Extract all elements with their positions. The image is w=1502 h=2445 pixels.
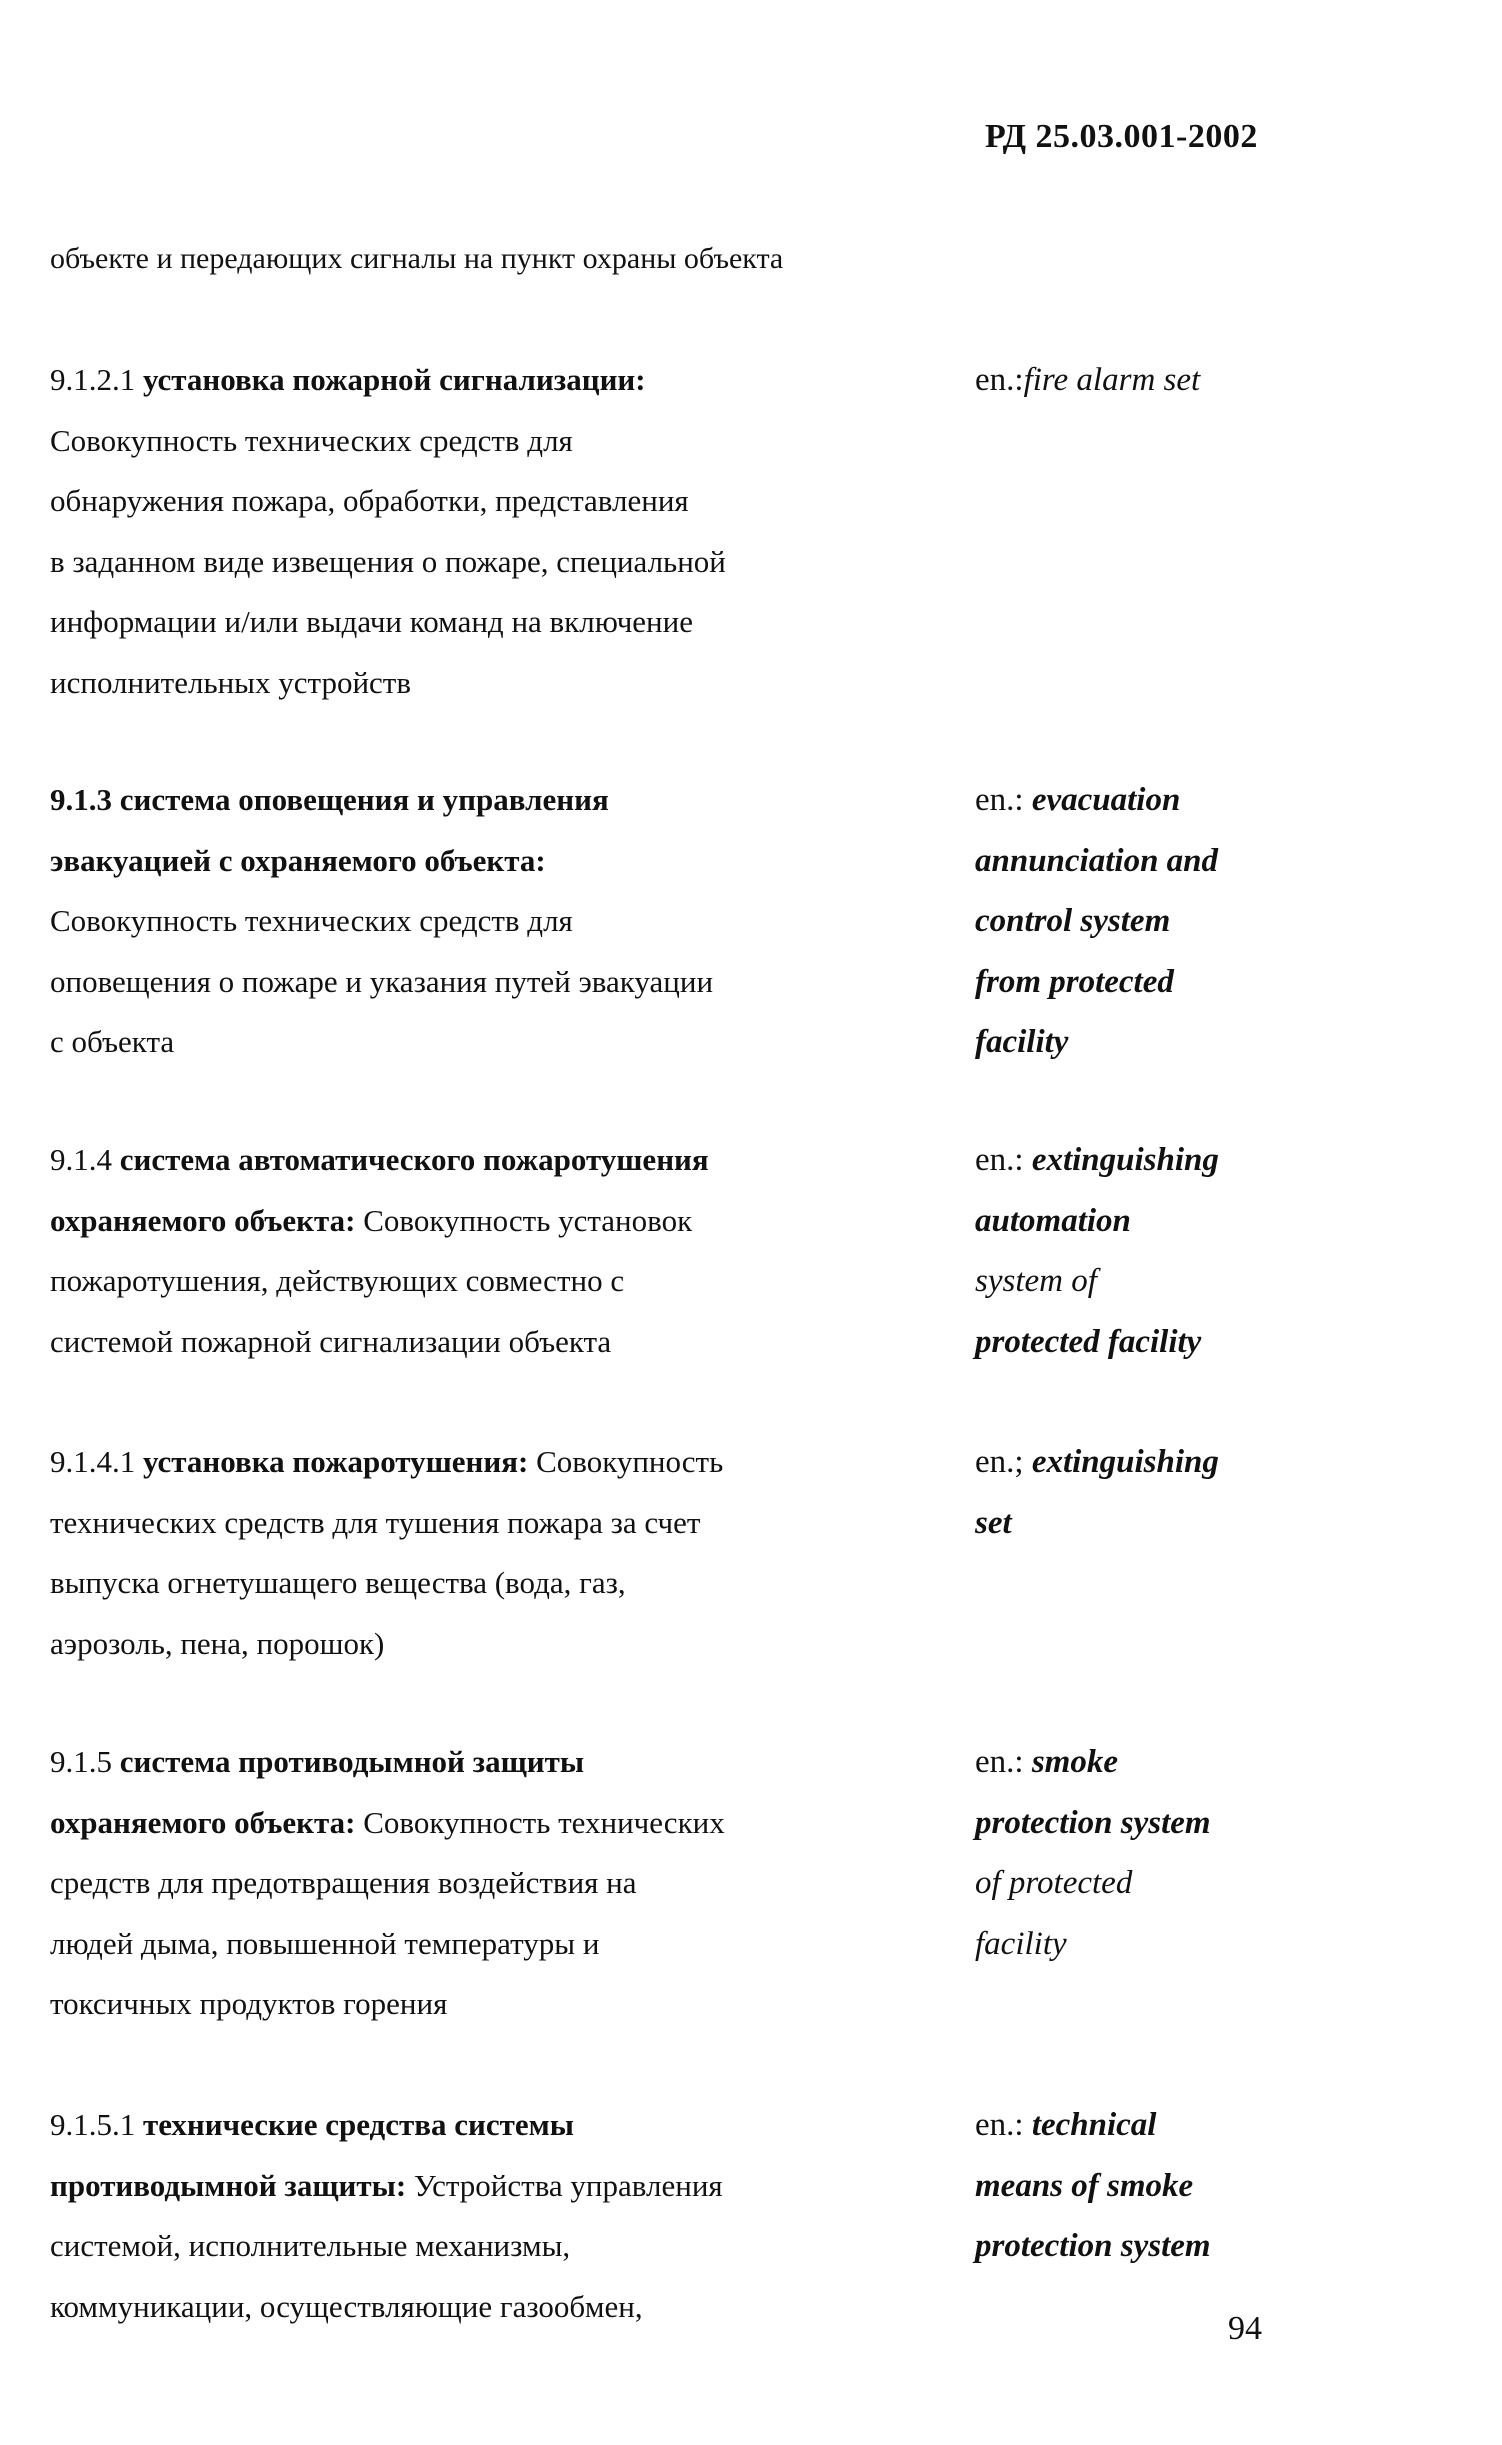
- term-line: [50, 1130, 930, 1191]
- entry-text: [50, 2095, 930, 2337]
- definition-line: пожаротушения, действующих совместно с: [50, 1263, 625, 1298]
- entry-number: 9.1.4.1: [50, 1444, 136, 1479]
- english-equivalent: [975, 1432, 1435, 1553]
- en-line: [975, 2095, 1435, 2156]
- term: эвакуацией с охраняемого объекта:: [50, 842, 546, 878]
- definition-line: людей дыма, повышенной температуры и: [50, 1925, 600, 1961]
- term-line: [50, 1191, 930, 1252]
- entry-text: [50, 350, 930, 713]
- entry-text: [50, 770, 930, 1073]
- entry-number: 9.1.3: [50, 782, 112, 817]
- en-line: [975, 1432, 1435, 1493]
- definition-line: выпуска огнетушащего вещества (вода, газ,: [50, 1565, 626, 1600]
- definition-line: обнаружения пожара, обработки, представления: [50, 483, 689, 518]
- definition-line: Совокупность технических средств для: [50, 422, 573, 458]
- entry-number: 9.1.5.1: [50, 2107, 136, 2142]
- definition-line: информации и/или выдачи команд на включение: [50, 604, 693, 639]
- en-line: [975, 1130, 1435, 1191]
- en-prefix: en.:: [975, 782, 1024, 818]
- definition-line: с объекта: [50, 1024, 175, 1059]
- term-line: [50, 1732, 930, 1793]
- definition-line: Совокупность технических средств для: [50, 903, 573, 938]
- en-term: control system: [975, 903, 1171, 939]
- definition-line: коммуникации, осуществляющие газообмен,: [50, 2288, 643, 2324]
- term-line: [50, 1432, 930, 1493]
- term: охраняемого объекта:: [50, 1202, 356, 1238]
- term: противодымной защиты:: [50, 2167, 407, 2203]
- en-term: protection system: [975, 1804, 1211, 1841]
- definition-line: системой пожарной сигнализации объекта: [50, 1323, 612, 1359]
- en-term: technical: [1031, 2107, 1157, 2143]
- definition-inline: Совокупность: [536, 1444, 724, 1479]
- page-number: 94: [1228, 2310, 1262, 2347]
- en-term: extinguishing: [1031, 1444, 1219, 1480]
- en-term: annunciation and: [975, 842, 1219, 879]
- entry-number: 9.1.4: [50, 1142, 112, 1177]
- entry-text: [50, 1130, 930, 1372]
- en-prefix: en.;: [975, 1444, 1024, 1480]
- en-term: evacuation: [1031, 782, 1181, 818]
- term: установка пожаротушения:: [143, 1444, 529, 1479]
- en-line: [975, 770, 1435, 831]
- en-term: automation: [975, 1202, 1131, 1239]
- en-term: extinguishing: [1031, 1142, 1219, 1178]
- term: технические средства системы: [143, 2107, 574, 2142]
- definition-inline: Совокупность технических: [363, 1804, 725, 1840]
- term-line: [50, 350, 930, 411]
- definition-line: исполнительных устройств: [50, 664, 411, 700]
- english-equivalent: [975, 1732, 1435, 1974]
- en-term: of protected: [975, 1865, 1133, 1901]
- term: установка пожарной сигнализации:: [143, 362, 646, 397]
- english-equivalent: [975, 1130, 1435, 1372]
- entry-text: [50, 1432, 930, 1674]
- document-code: РД 25.03.001-2002: [985, 118, 1258, 155]
- term-line: [50, 2156, 930, 2217]
- definition-line: токсичных продуктов горения: [50, 1986, 448, 2021]
- term-line: [50, 770, 930, 831]
- definition-line: технических средств для тушения пожара за счет: [50, 1504, 701, 1540]
- en-term: set: [975, 1504, 1012, 1541]
- en-term: smoke: [1031, 1744, 1118, 1780]
- intro-line: объекте и передающих сигналы на пункт охраны объекта: [50, 242, 784, 275]
- definition-inline: Устройства управления: [413, 2167, 723, 2203]
- definition-line: в заданном виде извещения о пожаре, специальной: [50, 543, 726, 579]
- en-term: facility: [975, 1024, 1069, 1060]
- english-equivalent: [975, 350, 1435, 411]
- en-term: protected facility: [975, 1323, 1202, 1360]
- definition-line: оповещения о пожаре и указания путей эвакуации: [50, 963, 714, 999]
- term: система автоматического пожаротушения: [119, 1142, 709, 1177]
- en-line: [975, 350, 1435, 411]
- en-term: from protected: [975, 963, 1174, 1000]
- en-term: protection system: [975, 2228, 1211, 2264]
- term: охраняемого объекта:: [50, 1804, 356, 1840]
- definition-line: аэрозоль, пена, порошок): [50, 1625, 385, 1661]
- en-prefix: en.:: [975, 362, 1024, 398]
- entry-text: [50, 1732, 930, 2035]
- en-term: means of smoke: [975, 2167, 1194, 2204]
- term-line: [50, 1793, 930, 1854]
- term: система противодымной защиты: [119, 1744, 585, 1779]
- en-line: [975, 1732, 1435, 1793]
- term: система оповещения и управления: [119, 782, 609, 817]
- en-term: system of: [975, 1263, 1097, 1299]
- entry-number: 9.1.5: [50, 1744, 112, 1779]
- entry-number: 9.1.2.1: [50, 362, 136, 397]
- en-prefix: en.:: [975, 1142, 1024, 1178]
- en-term: facility: [975, 1925, 1067, 1962]
- english-equivalent: [975, 770, 1435, 1073]
- en-prefix: en.:: [975, 2107, 1024, 2143]
- term-line: [50, 831, 930, 892]
- definition-line: системой, исполнительные механизмы,: [50, 2228, 571, 2263]
- english-equivalent: [975, 2095, 1435, 2277]
- en-term: fire alarm set: [1023, 362, 1201, 398]
- definition-line: средств для предотвращения воздействия на: [50, 1865, 637, 1900]
- term-line: [50, 2095, 930, 2156]
- definition-inline: Совокупность установок: [363, 1202, 693, 1238]
- en-prefix: en.:: [975, 1744, 1024, 1780]
